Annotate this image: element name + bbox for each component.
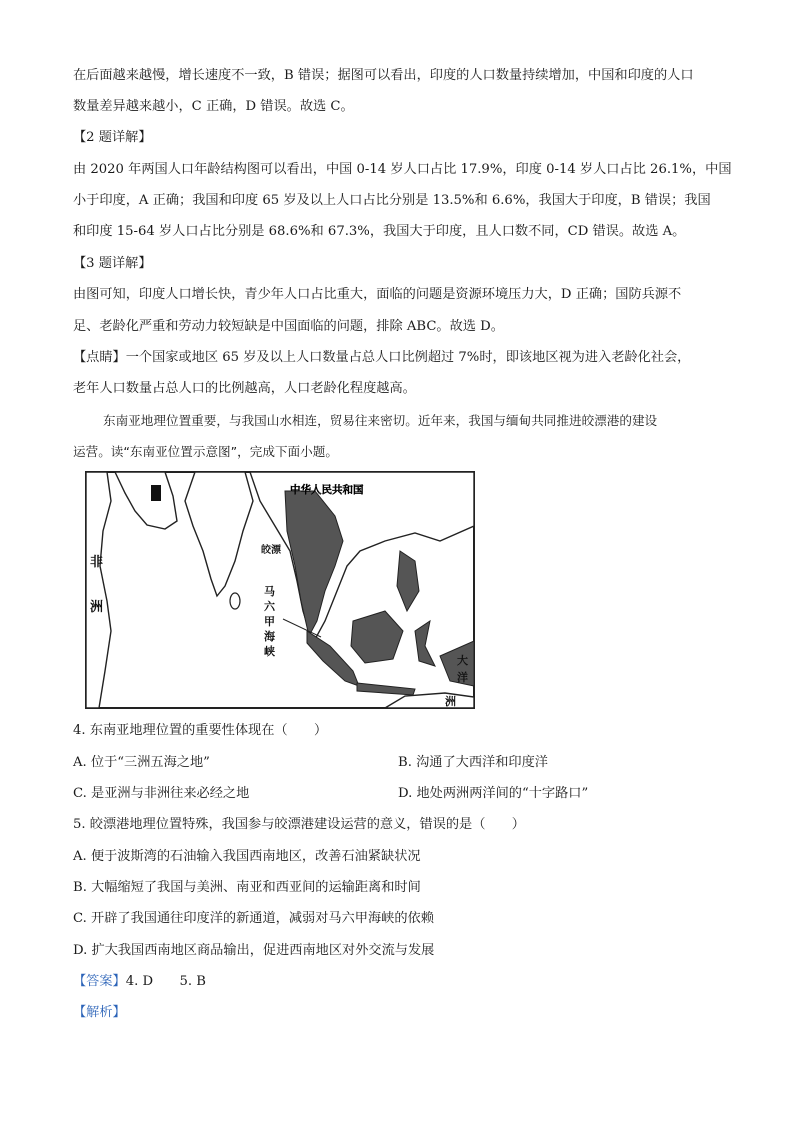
- answer-line: [73, 972, 206, 992]
- q2-explanation-line: 和印度 15-64 岁人口占比分别是 68.6%和 67.3%，我国大于印度，且人口数不同，CD 错误。故选 A。: [73, 224, 686, 239]
- q4-option-d: D. 地处两洲两洋间的“十字路口”: [398, 786, 589, 801]
- q4-option-c: C. 是亚洲与非洲往来必经之地: [73, 786, 250, 801]
- map-label-kyaukpyu: 皎漂: [261, 545, 281, 556]
- map-label-oceania: 洲: [445, 695, 456, 708]
- map-label-malacca: 海: [264, 630, 275, 643]
- tip-line: 【点睛】一个国家或地区 65 岁及以上人口数量占总人口比例超过 7%时，即该地区视为进入老龄化社会，: [73, 350, 691, 365]
- map-label-africa: 非: [90, 555, 104, 570]
- map-label-malacca: 马: [264, 585, 275, 598]
- q4-option-b: B. 沟通了大西洋和印度洋: [398, 755, 548, 770]
- map-label-oceania: 洋: [457, 671, 468, 684]
- q5-option-a: A. 便于波斯湾的石油输入我国西南地区，改善石油紧缺状况: [73, 849, 421, 864]
- map-label-malacca: 六: [264, 600, 275, 613]
- map-label-africa: 洲: [90, 600, 104, 615]
- q3-heading: 【3 题详解】: [73, 256, 152, 271]
- q5-option-d: D. 扩大我国西南地区商品输出，促进西南地区对外交流与发展: [73, 943, 435, 958]
- q4-option-a: A. 位于“三洲五海之地”: [73, 755, 210, 770]
- q3-explanation-line: 由图可知，印度人口增长快，青少年人口占比重大，面临的问题是资源环境压力大，D 正确；国防兵源不: [73, 287, 682, 302]
- q5-option-b: B. 大幅缩短了我国与美洲、南亚和西亚间的运输距离和时间: [73, 880, 421, 895]
- q1-explanation-line: 在后面越来越慢，增长速度不一致，B 错误；据图可以看出，印度的人口数量持续增加，中国和印度的人口: [73, 68, 694, 83]
- q2-explanation-line: 由 2020 年两国人口年龄结构图可以看出，中国 0-14 岁人口占比 17.9%，印度 0-14 岁人口占比 26.1%，中国: [73, 162, 732, 177]
- q2-heading: 【2 题详解】: [73, 130, 152, 145]
- q1-explanation-line: 数量差异越来越小，C 正确，D 错误。故选 C。: [73, 99, 354, 114]
- q4-stem: 4. 东南亚地理位置的重要性体现在（ ）: [73, 723, 328, 738]
- map-label-oceania: 大: [457, 654, 468, 667]
- southeast-asia-map: [85, 471, 475, 709]
- map-label-china: 中华人民共和国: [290, 484, 364, 496]
- map-label-malacca: 峡: [264, 645, 275, 658]
- q5-option-c: C. 开辟了我国通往印度洋的新通道，减弱对马六甲海峡的依赖: [73, 911, 434, 926]
- answer-label: 【答案】: [73, 974, 126, 989]
- q3-explanation-line: 足、老龄化严重和劳动力较短缺是中国面临的问题，排除 ABC。故选 D。: [73, 319, 504, 334]
- intro-paragraph-line: 运营。读“东南亚位置示意图”，完成下面小题。: [73, 444, 338, 459]
- q2-explanation-line: 小于印度，A 正确；我国和印度 65 岁及以上人口占比分别是 13.5%和 6.6%，我国大于印度，B 错误；我国: [73, 193, 711, 208]
- q5-stem: 5. 皎漂港地理位置特殊，我国参与皎漂港建设运营的意义，错误的是（ ）: [73, 817, 525, 832]
- intro-paragraph-line: 东南亚地理位置重要，与我国山水相连，贸易往来密切。近年来，我国与缅甸共同推进皎漂港的建设: [103, 413, 658, 428]
- answer-text: 4. D 5. B: [125, 974, 206, 989]
- tip-line: 老年人口数量占总人口的比例越高，人口老龄化程度越高。: [73, 381, 416, 396]
- map-label-malacca: 甲: [264, 615, 275, 628]
- analysis-label: 【解析】: [73, 1005, 126, 1020]
